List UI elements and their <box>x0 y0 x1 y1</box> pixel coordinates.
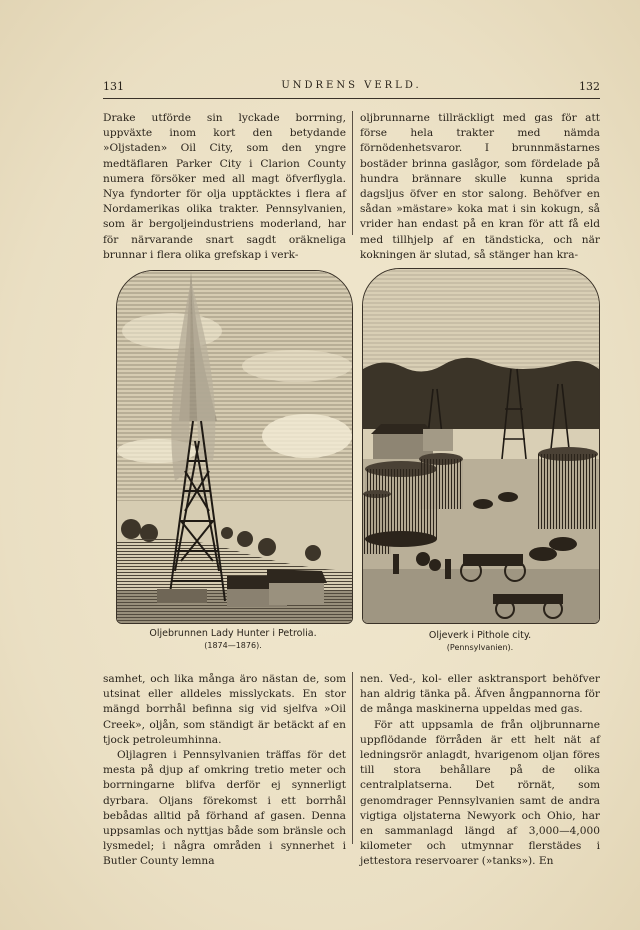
header-rule <box>103 98 600 99</box>
column-bottom-right <box>360 672 600 870</box>
column-divider-top <box>352 111 353 235</box>
page-number-left: 131 <box>103 80 124 93</box>
illustration-lady-hunter-well <box>116 270 353 624</box>
paragraph: För att uppsamla de från oljbrunnarne uppflödande förråden är ett helt nät af ledningsrör anlagdt, hvarigenom oljan föres till stora behållare på de olika centralplatserna. Det rörnät, som genomdrager Pennsylvanien samt de andra vigtiga oljstaterna Newyork och Ohio, har en sammanlagd längd af 3,000—4,000 kilometer och utmynnar flerstädes i jettestora reservoarer (»tanks»). En <box>360 718 600 868</box>
figure-caption-right <box>362 630 598 654</box>
caption-title: Oljebrunnen Lady Hunter i Petrolia. <box>149 628 317 639</box>
column-top-right <box>360 111 600 263</box>
illustration-pithole-oil-works <box>362 268 600 624</box>
paragraph: nen. Ved-, kol- eller asktransport behöfver han aldrig tänka på. Äfven ångpannorna för de många maskinerna uppeldas med gas. <box>360 673 600 716</box>
running-title: UNDRENS VERLD. <box>281 80 422 91</box>
page-header <box>103 80 600 98</box>
caption-title: Oljeverk i Pithole city. <box>428 630 532 641</box>
paragraph: samhet, och lika många äro nästan de, som utsinat eller alldeles misslyckats. En stor mängd borrhål befinna sig vid sjelfva »Oil Creek», oljån, som ständigt är betäckt af en tjock petroleumhinna. <box>103 673 346 746</box>
column-top-left <box>103 111 346 263</box>
caption-location: (Pennsylvanien). <box>446 643 514 652</box>
column-divider-bottom <box>352 672 353 844</box>
paragraph: Oljlagren i Pennsylvanien träffas för det mesta på djup af omkring tretio meter och borrningarne blifva derför ej synnerligt dyrbara. Oljans förekomst i ett borrhål bebådas alltid på förhand af gasen. Denna uppsamlas och nyttjas både som bränsle och lysmedel; i några områden i synnerhet i Butler County lemna <box>103 749 346 868</box>
page-number-right: 132 <box>579 80 600 93</box>
paragraph: Drake utförde sin lyckade borrning, uppväxte inom kort den betydande »Oljstaden» Oil City, som den yngre medtäflaren Parker City i Clarion County numera försöker med all magt öfverflygla. Nya fyndorter för olja upptäcktes i flera af Nordamerikas olika trakter. Pennsylvanien, som är bergoljeindustriens moderland, har för närvarande snart sagdt oräkneliga brunnar i flera olika grefskap i verk- <box>103 112 346 261</box>
engraving-oil-gusher <box>117 271 352 623</box>
paragraph: oljbrunnarne tillräckligt med gas för att förse hela trakter med nämda förnödenhetsvaror. I brunnmästarnes bostäder brinna gaslågor, som fördelade på hundra brännare skulle kunna sprida dagsljus öfver en stor salong. Behöfver en sådan »mästare» koka mat i sin kokugn, så vrider han endast på en kran för att få eld med tillhjelp af en tändsticka, och när kokningen är slutad, så stänger han kra- <box>360 112 600 261</box>
engraving-oil-works <box>363 269 599 623</box>
figure-caption-left <box>108 628 358 652</box>
caption-date: (1874—1876). <box>204 641 262 650</box>
column-bottom-left <box>103 672 346 870</box>
